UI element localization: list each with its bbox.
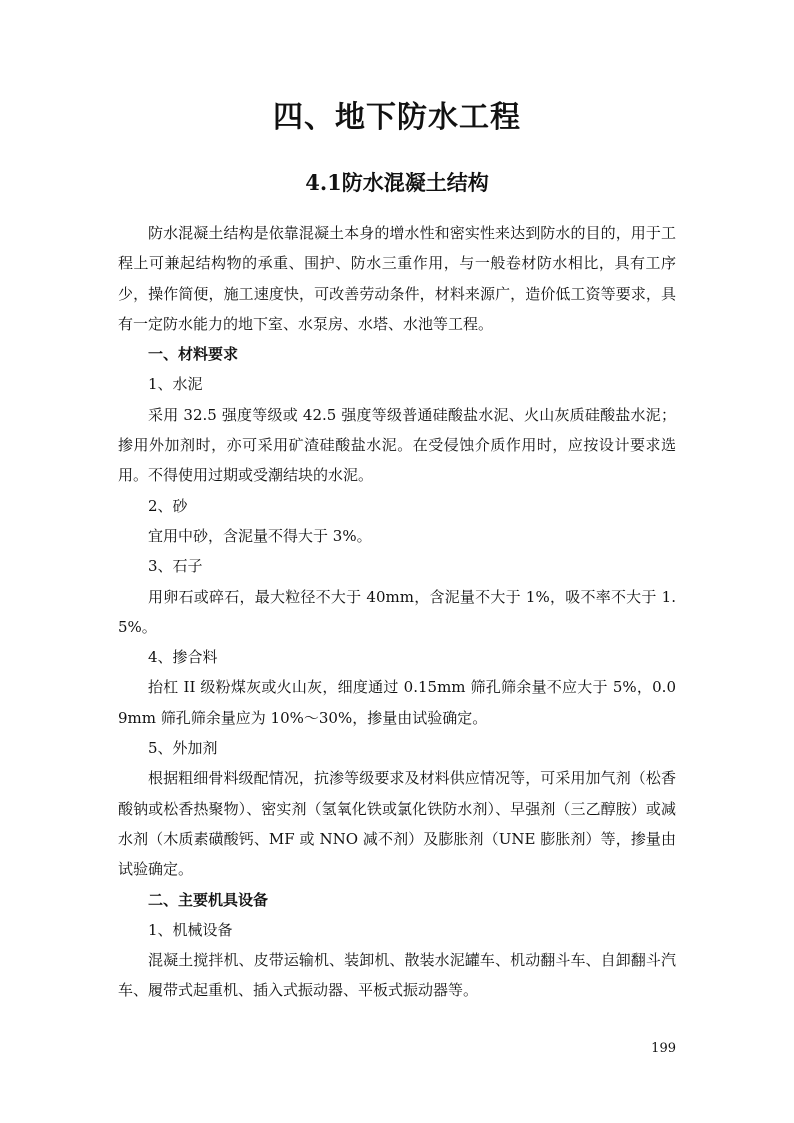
chapter-title: 四、地下防水工程: [273, 100, 521, 135]
cement-paragraph: 采用 32.5 强度等级或 42.5 强度等级普通硅酸盐水泥、火山灰质硅酸盐水泥；掺用外加剂时，亦可采用矿渣硅酸盐水泥。在受侵蚀介质作用时，应按设计要求选用。不得使用过期或受潮结块的水泥。: [118, 405, 676, 485]
admixture-material-paragraph: 抬杠 II 级粉煤灰或火山灰，细度通过 0.15mm 筛孔筛余量不应大于 5%，0.09mm 筛孔筛余量应为 10%～30%，掺量由试验确定。: [118, 678, 676, 727]
additive-label: 5、外加剂: [148, 739, 218, 758]
sand-paragraph: 宜用中砂，含泥量不得大于 3%。: [148, 526, 372, 545]
materials-heading: 一、材料要求: [148, 345, 239, 364]
cement-label: 1、水泥: [148, 375, 203, 394]
additive-paragraph: 根据粗细骨料级配情况，抗渗等级要求及材料供应情况等，可采用加气剂（松香酸钠或松香热聚物）、密实剂（氢氧化铁或氯化铁防水剂）、早强剂（三乙醇胺）或减水剂（木质素磺酸钙、MF 或 NNO 减不剂）及膨胀剂（UNE 膨胀剂）等，掺量由试验确定。: [118, 769, 676, 879]
sand-label: 2、砂: [148, 496, 188, 515]
stone-paragraph: 用卵石或碎石，最大粒径不大于 40mm，含泥量不大于 1%，吸不率不大于 1.5%。: [118, 587, 676, 636]
document-body: [118, 218, 676, 1006]
mech-label: 1、机械设备: [148, 920, 233, 939]
stone-label: 3、石子: [148, 557, 203, 576]
intro-paragraph: 防水混凝土结构是依靠混凝土本身的增水性和密实性来达到防水的目的，用于工程上可兼起结构物的承重、围护、防水三重作用，与一般卷材防水相比，具有工序少，操作简便，施工速度快，可改善劳动条件，材料来源广，造价低工资等要求，具有一定防水能力的地下室、水泵房、水塔、水池等工程。: [118, 224, 676, 333]
mech-paragraph: 混凝土搅拌机、皮带运输机、装卸机、散装水泥罐车、机动翻斗车、自卸翻斗汽车、履带式起重机、插入式振动器、平板式振动器等。: [118, 951, 676, 1000]
section-title: 4.1防水混凝土结构: [305, 170, 489, 195]
admixture-material-label: 4、掺合料: [148, 648, 218, 667]
equipment-heading: 二、主要机具设备: [148, 890, 269, 909]
page-number: 199: [651, 1041, 676, 1056]
